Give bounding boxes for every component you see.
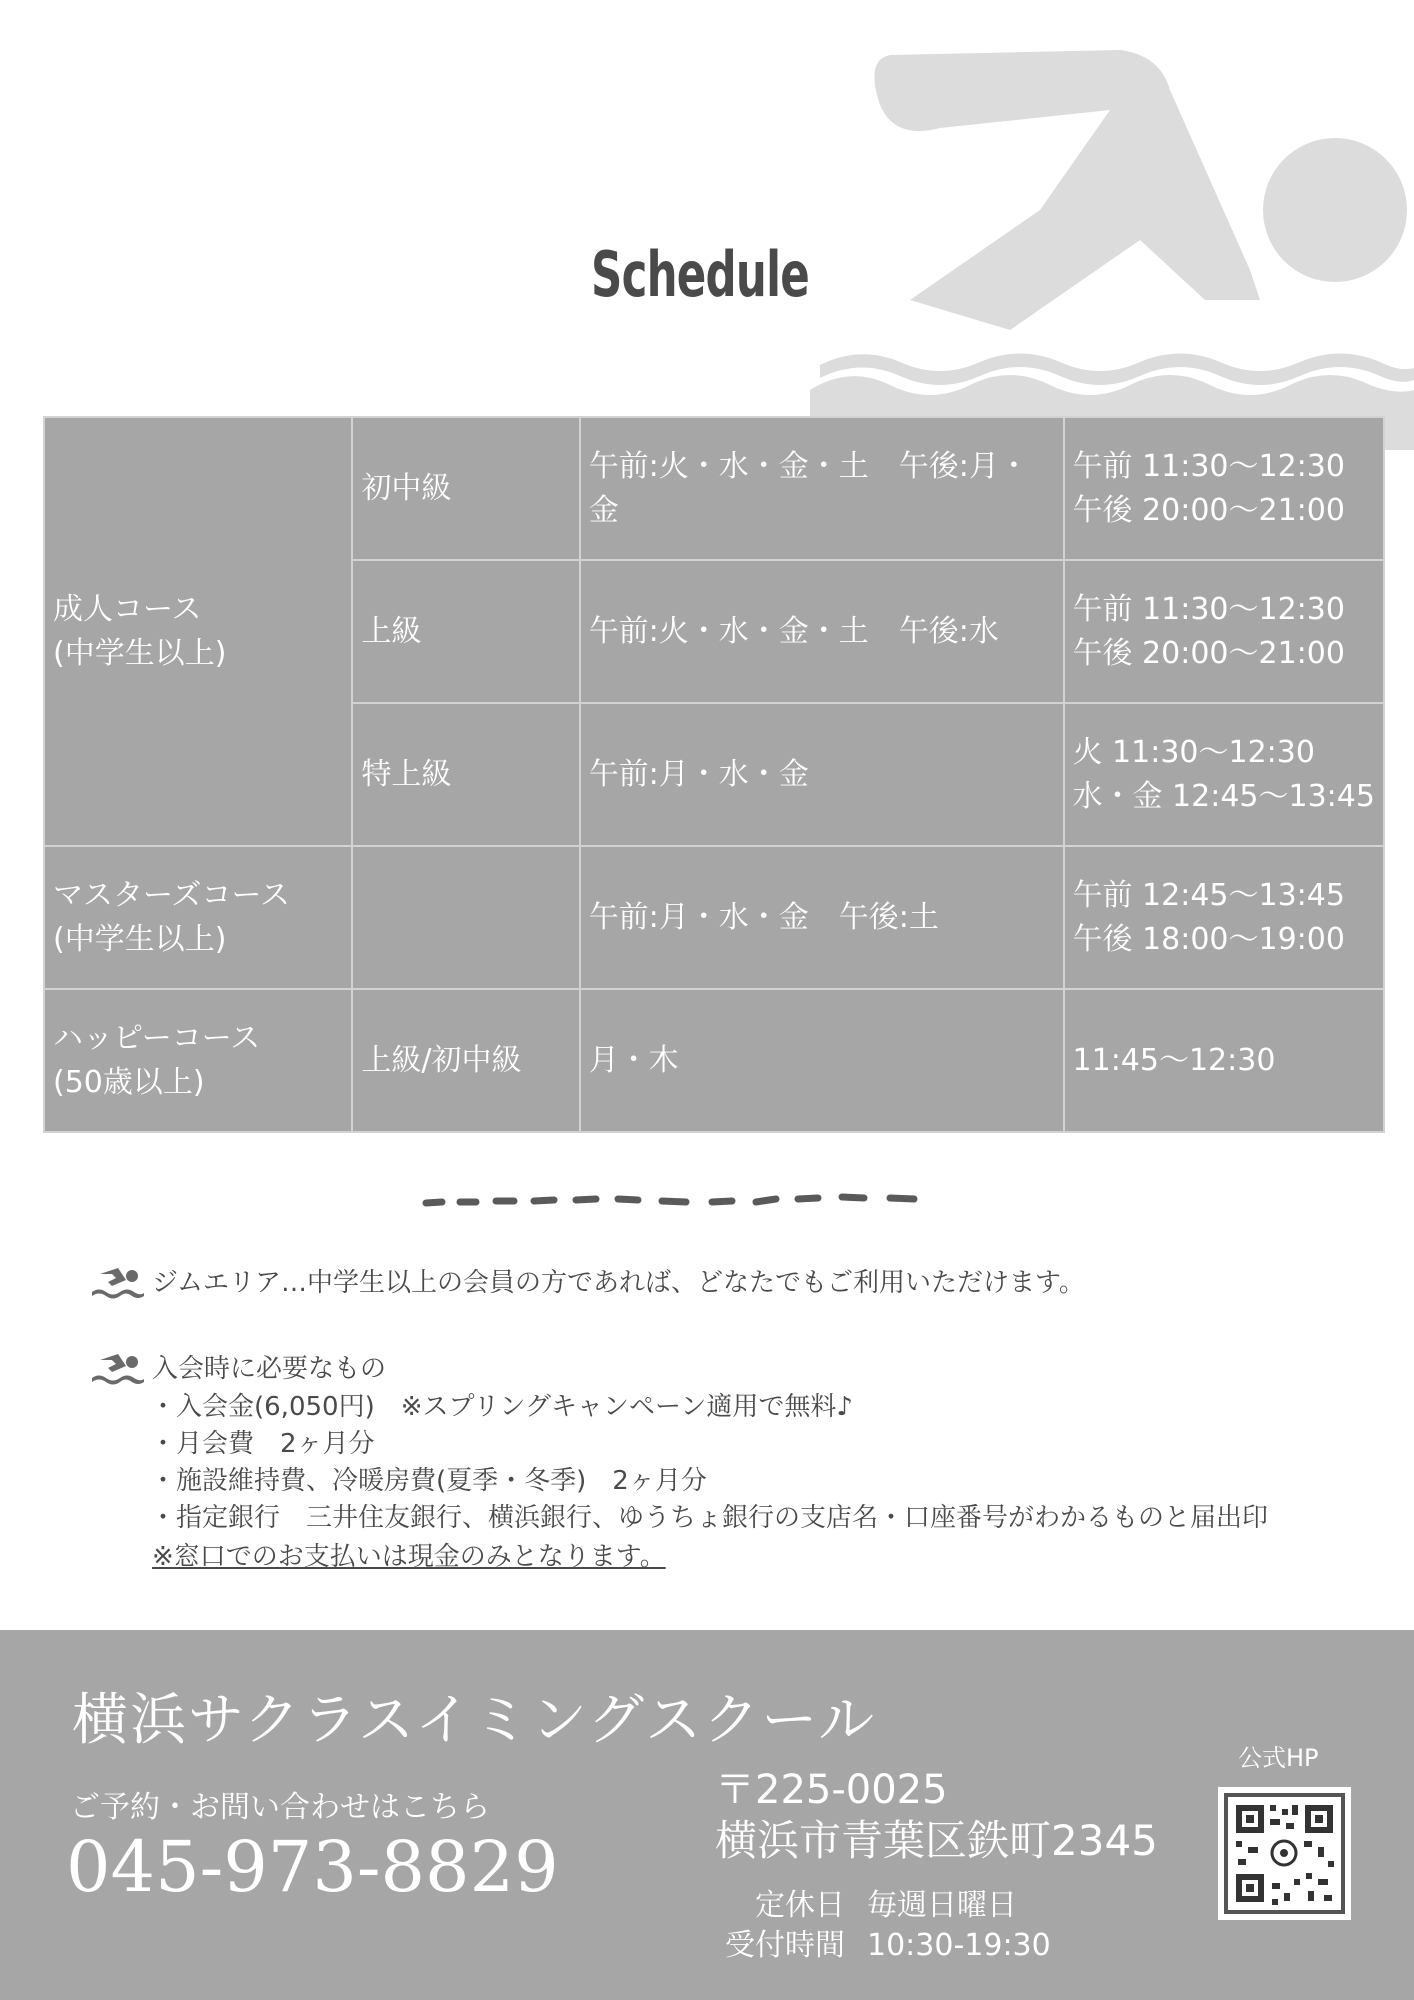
closed-label: 定休日 — [755, 1888, 845, 1923]
dashed-divider — [420, 1185, 990, 1215]
payment-note: ※窓口でのお支払いは現金のみとなります。 — [152, 1542, 666, 1572]
postal-code: 〒225-0025 — [715, 1767, 948, 1813]
course-eligibility: (50歳以上) — [53, 1064, 205, 1100]
time-cell — [1064, 846, 1384, 989]
contact-label: ご予約・お問い合わせはこちら — [70, 1790, 490, 1825]
table-row — [44, 846, 1384, 989]
time-line: 午前 12:45〜13:45 — [1072, 877, 1345, 913]
time-line: 午前 11:30〜12:30 — [1072, 448, 1345, 484]
course-eligibility: (中学生以上) — [53, 635, 227, 671]
time-line: 午前 11:30〜12:30 — [1072, 591, 1345, 627]
level-cell: 上級 — [352, 560, 579, 703]
time-cell — [1064, 703, 1384, 846]
footer — [0, 1630, 1414, 2000]
hp-label: 公式HP — [1238, 1744, 1319, 1772]
requirement-item: ・月会費 2ヶ月分 — [150, 1429, 375, 1459]
school-name: 横浜サクラスイミングスクール — [72, 1688, 877, 1753]
address: 横浜市青葉区鉄町2345 — [715, 1816, 1158, 1865]
time-line: 火 11:30〜12:30 — [1072, 734, 1315, 770]
time-cell — [1064, 560, 1384, 703]
time-line: 午後 20:00〜21:00 — [1072, 492, 1345, 528]
schedule-table — [43, 416, 1385, 1133]
level-cell — [352, 846, 579, 989]
course-cell — [44, 846, 352, 989]
closed-value: 毎週日曜日 — [867, 1888, 1017, 1923]
table-row — [44, 989, 1384, 1132]
days-cell: 午前:月・水・金 午後:土 — [580, 846, 1064, 989]
level-cell: 初中級 — [352, 417, 579, 560]
course-cell — [44, 989, 352, 1132]
days-cell: 午前:月・水・金 — [580, 703, 1064, 846]
course-eligibility: (中学生以上) — [53, 921, 227, 957]
swimmer-illustration — [810, 0, 1414, 450]
swimmer-icon — [90, 1262, 146, 1302]
reception-hours-row — [715, 1920, 1051, 1964]
level-cell: 上級/初中級 — [352, 989, 579, 1132]
closed-days-row — [715, 1880, 1017, 1924]
requirement-item: ・施設維持費、冷暖房費(夏季・冬季) 2ヶ月分 — [150, 1466, 707, 1496]
requirement-item: ・指定銀行 三井住友銀行、横浜銀行、ゆうちょ銀行の支店名・口座番号がわかるものと届出印 — [150, 1503, 1269, 1533]
time-line: 午後 20:00〜21:00 — [1072, 635, 1345, 671]
days-cell: 月・木 — [580, 989, 1064, 1132]
days-cell: 午前:火・水・金・土 午後:月・金 — [580, 417, 1064, 560]
time-cell — [1064, 417, 1384, 560]
days-cell: 午前:火・水・金・土 午後:水 — [580, 560, 1064, 703]
gym-note: ジムエリア…中学生以上の会員の方であれば、どなたでもご利用いただけます。 — [152, 1268, 1085, 1298]
time-line: 水・金 12:45〜13:45 — [1072, 778, 1375, 814]
page-title: Schedule — [591, 238, 809, 311]
table-row — [44, 417, 1384, 560]
hours-label: 受付時間 — [725, 1928, 845, 1963]
time-line: 11:45〜12:30 — [1072, 1042, 1276, 1078]
course-name: 成人コース — [53, 591, 202, 627]
phone-number[interactable]: 045-973-8829 — [66, 1826, 559, 1908]
time-cell — [1064, 989, 1384, 1132]
qr-code[interactable] — [1218, 1787, 1351, 1920]
course-cell — [44, 417, 352, 846]
course-name: ハッピーコース — [53, 1020, 261, 1056]
course-name: マスターズコース — [53, 877, 290, 913]
time-line: 午後 18:00〜19:00 — [1072, 921, 1345, 957]
level-cell: 特上級 — [352, 703, 579, 846]
requirements-title: 入会時に必要なもの — [152, 1354, 387, 1384]
hours-value: 10:30-19:30 — [867, 1928, 1051, 1963]
swimmer-icon — [90, 1348, 146, 1388]
requirement-item: ・入会金(6,050円) ※スプリングキャンペーン適用で無料♪ — [150, 1392, 854, 1422]
